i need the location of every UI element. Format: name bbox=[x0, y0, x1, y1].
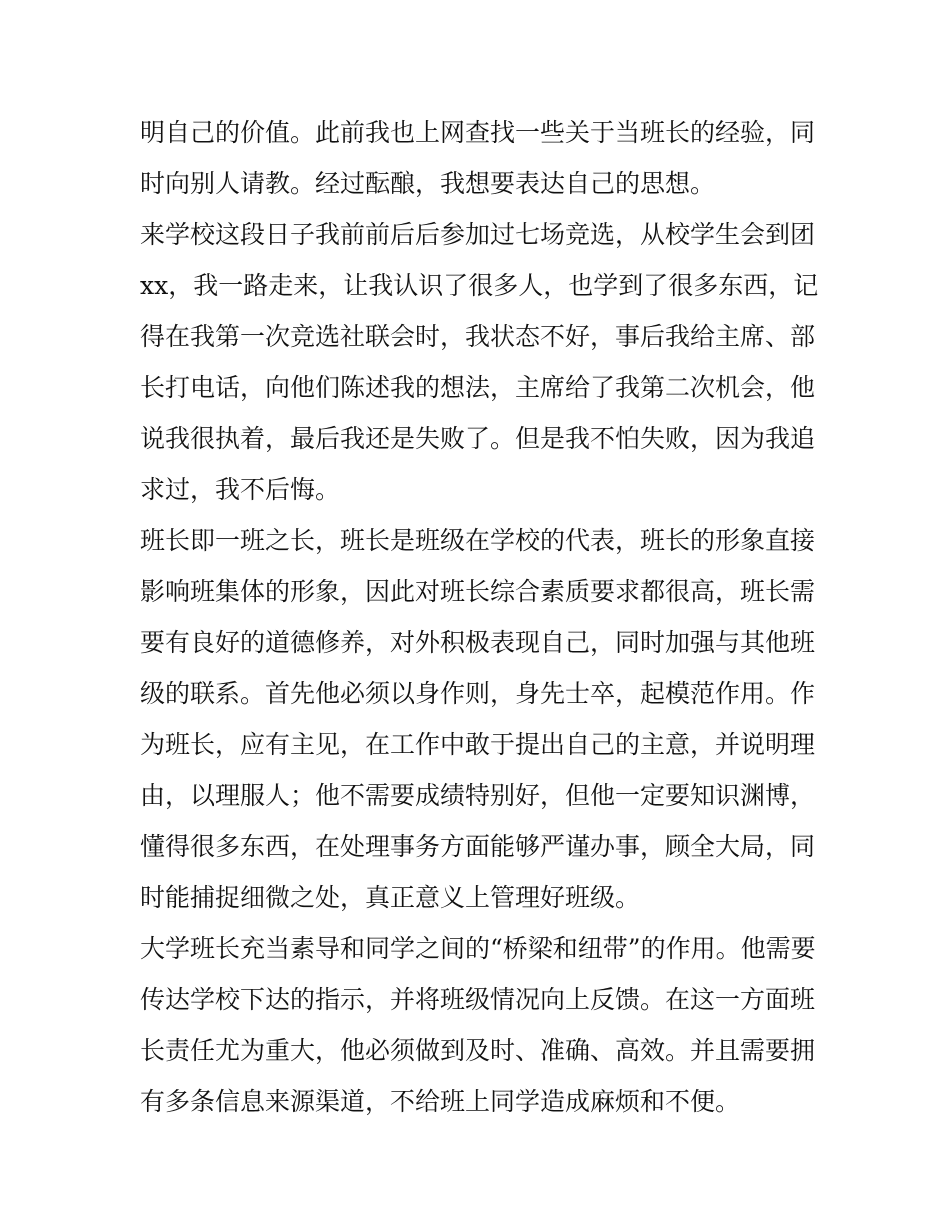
paragraph-3: 班长即一班之长，班长是班级在学校的代表，班长的形象直接影响班集体的形象，因此对班长综合素质要求都很高，班长需要有良好的道德修养，对外积极表现自己，同时加强与其他班级的联系。首先他必须以身作则，身先士卒，起模范作用。作为班长，应有主见，在工作中敢于提出自己的主意，并说明理由，以理服人；他不需要成绩特别好，但他一定要知识渊博，懂得很多东西，在处理事务方面能够严谨办事，顾全大局，同时能捕捉细微之处，真正意义上管理好班级。 bbox=[140, 526, 816, 912]
paragraph-2: 来学校这段日子我前前后后参加过七场竞选，从校学生会到团xx，我一路走来，让我认识了很多人，也学到了很多东西，记得在我第一次竞选社联会时，我状态不好，事后我给主席、部长打电话，向他们陈述我的想法，主席给了我第二次机会，他说我很执着，最后我还是失败了。但是我不怕失败，因为我追求过，我不后悔。 bbox=[140, 220, 819, 504]
paragraph-1: 明自己的价值。此前我也上网查找一些关于当班长的经验，同时向别人请教。经过酝酿，我想要表达自己的思想。 bbox=[140, 118, 816, 198]
paragraph-4: 大学班长充当素导和同学之间的“桥梁和纽带”的作用。他需要传达学校下达的指示，并将班级情况向上反馈。在这一方面班长责任尤为重大，他必须做到及时、准确、高效。并且需要拥有多条信息来源渠道，不给班上同学造成麻烦和不便。 bbox=[140, 934, 816, 1116]
document-body bbox=[140, 107, 820, 1127]
